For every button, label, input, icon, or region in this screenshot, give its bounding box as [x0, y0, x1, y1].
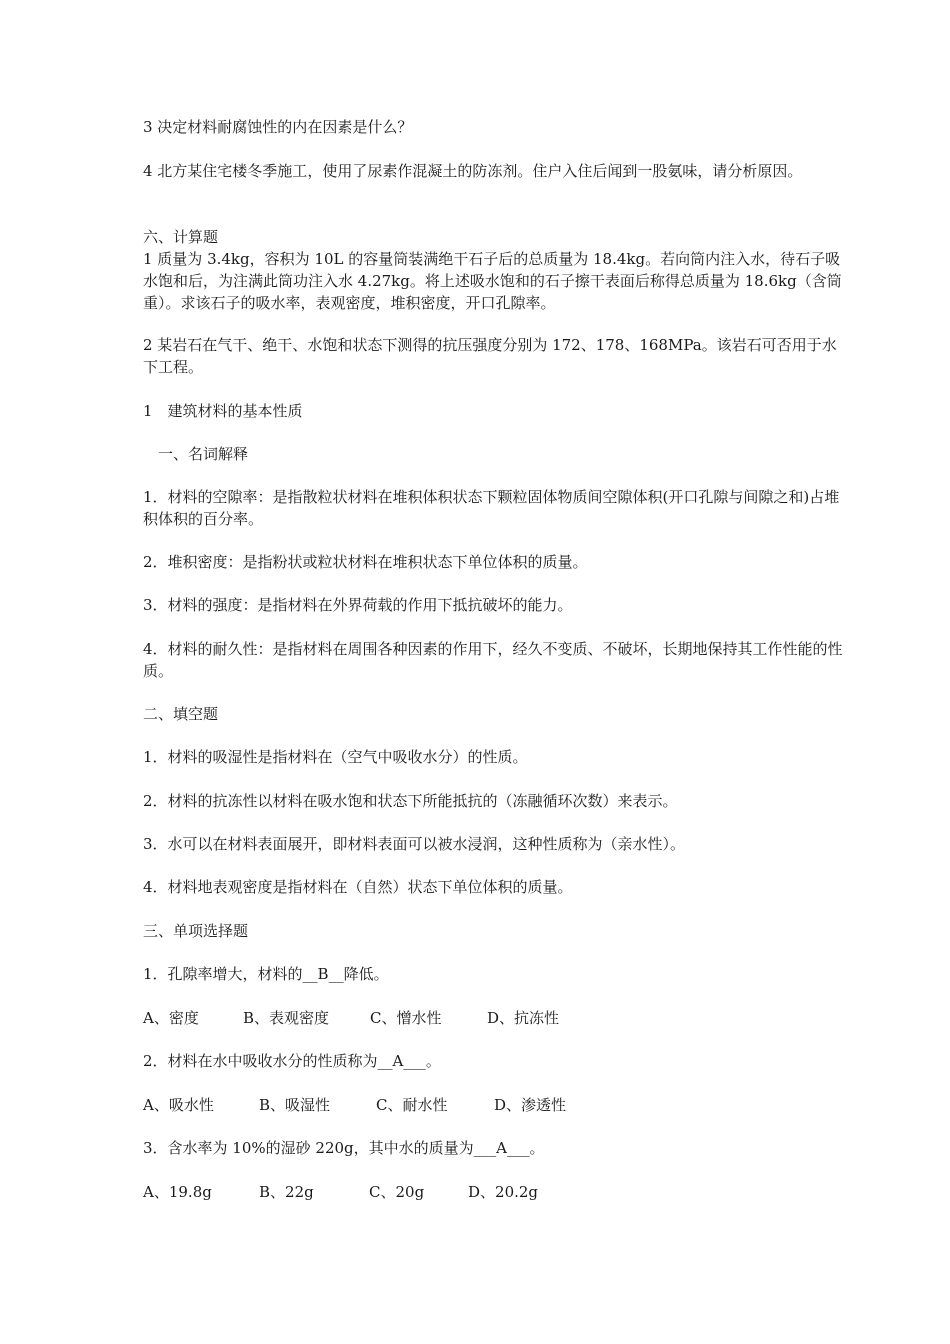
choice-option: C、憎水性: [370, 1009, 442, 1027]
section-heading-terms: 一、名词解释: [158, 445, 249, 463]
question-antifreeze: 4 北方某住宅楼冬季施工，使用了尿素作混凝土的防冻剂。住户入住后闻到一股氨味，请分析原因。: [143, 162, 803, 180]
fill-item-3: 3．水可以在材料表面展开，即材料表面可以被水浸润，这种性质称为（亲水性）。: [143, 835, 686, 853]
fill-item-2: 2．材料的抗冻性以材料在吸水饱和状态下所能抵抗的（冻融循环次数）来表示。: [143, 792, 678, 810]
choice-question-1: 1．孔隙率增大，材料的__B__降低。: [143, 965, 389, 983]
choice-option: C、耐水性: [376, 1096, 448, 1114]
calc-question-1: 1 质量为 3.4kg，容积为 10L 的容量筒装满绝干石子后的总质量为 18.4kg。若向筒内注入水，待石子吸水饱和后，为注满此筒功注入水 4.27kg。将上述吸水饱和的石子擦干表面后称得总质量为 18.6kg（含筒重）。求该石子的吸水率，表观密度，堆积密度，开口孔隙率。: [143, 250, 842, 312]
choice-option: C、20g: [369, 1183, 425, 1201]
question-durability: 3 决定材料耐腐蚀性的内在因素是什么？: [143, 118, 413, 136]
choice-option: D、抗冻性: [487, 1009, 560, 1027]
fill-item-1: 1．材料的吸湿性是指材料在（空气中吸收水分）的性质。: [143, 748, 528, 766]
choice-option: B、22g: [259, 1183, 314, 1201]
fill-item-4: 4．材料地表观密度是指材料在（自然）状态下单位体积的质量。: [143, 878, 573, 896]
choice-option: D、渗透性: [494, 1096, 567, 1114]
calc-question-2: 2 某岩石在气干、绝干、水饱和状态下测得的抗压强度分别为 172、178、168MPa。该岩石可否用于水下工程。: [143, 336, 837, 376]
choice-option: B、表观密度: [243, 1009, 330, 1027]
term-item-1: 1．材料的空隙率：是指散粒状材料在堆积体积状态下颗粒固体物质间空隙体积(开口孔隙与间隙之和)占堆积体积的百分率。: [143, 488, 840, 528]
section-heading-calc: 六、计算题: [143, 228, 219, 246]
chapter-title: 1 建筑材料的基本性质: [143, 402, 303, 420]
term-item-4: 4．材料的耐久性：是指材料在周围各种因素的作用下，经久不变质、不破坏，长期地保持其工作性能的性质。: [143, 640, 843, 680]
choice-option: A、密度: [143, 1009, 199, 1027]
section-heading-choice: 三、单项选择题: [143, 922, 249, 940]
choice-option: A、19.8g: [143, 1183, 212, 1201]
section-heading-fill: 二、填空题: [143, 705, 219, 723]
choice-option: B、吸湿性: [259, 1096, 331, 1114]
choice-question-2: 2．材料在水中吸收水分的性质称为__A___。: [143, 1052, 441, 1070]
choice-question-3: 3．含水率为 10%的湿砂 220g，其中水的质量为___A___。: [143, 1139, 545, 1157]
term-item-2: 2．堆积密度：是指粉状或粒状材料在堆积状态下单位体积的质量。: [143, 553, 588, 571]
choice-option: D、20.2g: [468, 1183, 539, 1201]
term-item-3: 3．材料的强度：是指材料在外界荷载的作用下抵抗破坏的能力。: [143, 596, 573, 614]
choice-option: A、吸水性: [143, 1096, 214, 1114]
